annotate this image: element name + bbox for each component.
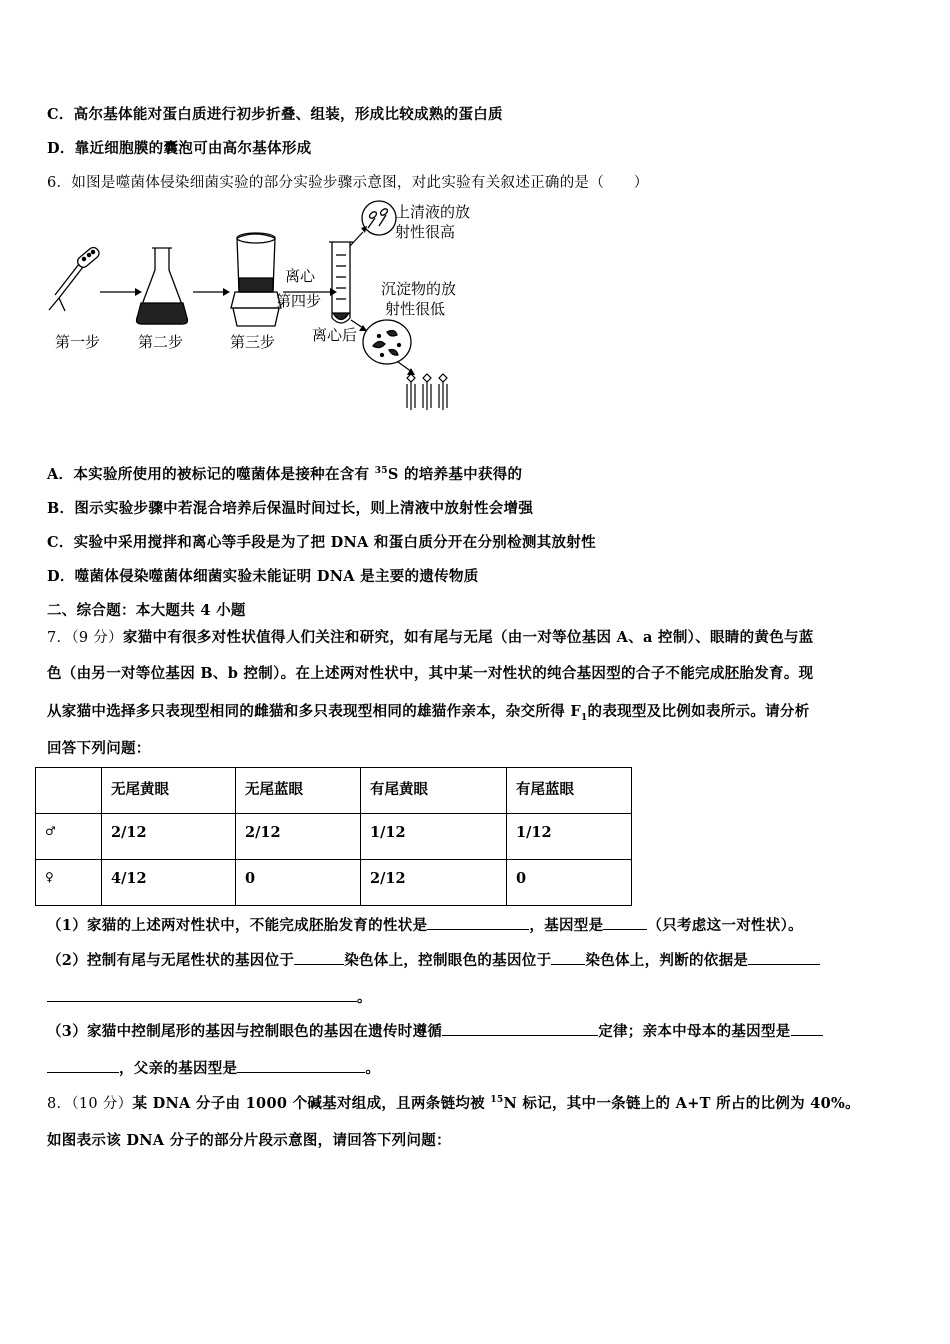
table-header: 无尾蓝眼 — [236, 768, 361, 814]
section-heading: 二、综合题：本大题共 4 小题 — [47, 602, 246, 619]
q6-option-a: A．本实验所使用的被标记的噬菌体是接种在含有 $^{35}$S 的培养基中获得的 — [47, 466, 523, 483]
supernatant-label-1: 上清液的放 — [395, 203, 471, 221]
q6-option-b: B．图示实验步骤中若混合培养后保温时间过长，则上清液中放射性会增强 — [47, 500, 534, 517]
answer-blank[interactable] — [748, 950, 820, 965]
table-header-row — [36, 768, 632, 814]
q7-sub3-cont: ，父亲的基因型是 。 — [47, 1057, 380, 1078]
q7-sub1: （1）家猫的上述两对性状中，不能完成胚胎发育的性状是 ，基因型是 （只考虑这一对性状）。 — [47, 917, 803, 934]
q5-option-c: C．高尔基体能对蛋白质进行初步折叠、组装，形成比较成熟的蛋白质 — [47, 106, 503, 123]
sediment-label-2: 射性很低 — [385, 300, 446, 318]
sediment-circle — [363, 320, 411, 364]
supernatant-label-2: 射性很高 — [395, 223, 456, 241]
q7-line3: 从家猫中选择多只表现型相同的雌猫和多只表现型相同的雄猫作亲本，杂交所得 $F_1$的表现型及比例如表所示。请分析 — [47, 703, 810, 723]
answer-blank[interactable] — [237, 1058, 365, 1073]
q8-line1: 8．（10 分）某 DNA 分子由 1000 个碱基对组成，且两条链均被 $^{15}$N 标记，其中一条链上的 A+T 所占的比例为 40%。 — [47, 1095, 860, 1112]
table-cell: 2/12 — [236, 814, 361, 860]
answer-blank[interactable] — [47, 987, 357, 1002]
test-tube-icon — [329, 242, 353, 323]
table-cell: 1/12 — [507, 814, 632, 860]
sediment-label-1: 沉淀物的放 — [381, 280, 457, 298]
q5-option-d: D．靠近细胞膜的囊泡可由高尔基体形成 — [47, 140, 312, 157]
answer-blank[interactable] — [603, 915, 647, 930]
table-cell: 2/12 — [102, 814, 236, 860]
q7-sub3: （3）家猫中控制尾形的基因与控制眼色的基因在遗传时遵循 定律；亲本中母本的基因型是 — [47, 1020, 823, 1041]
answer-blank[interactable] — [427, 915, 529, 930]
male-symbol: ♂ — [36, 814, 102, 860]
after-centrifuge-label: 离心后 — [312, 326, 358, 344]
answer-blank[interactable] — [442, 1021, 598, 1036]
supernatant-circle — [362, 201, 396, 235]
answer-blank[interactable] — [791, 1021, 823, 1036]
table-header: 无尾黄眼 — [102, 768, 236, 814]
table-header: 有尾黄眼 — [361, 768, 507, 814]
flask-icon — [137, 248, 188, 324]
q6-stem: 6．如图是噬菌体侵染细菌实验的部分实验步骤示意图，对此实验有关叙述正确的是（ ） — [47, 175, 649, 191]
answer-blank[interactable] — [47, 1058, 119, 1073]
female-symbol: ♀ — [36, 860, 102, 906]
q7-line4: 回答下列问题： — [47, 740, 151, 757]
q7-line2: 色（由另一对等位基因 B、b 控制）。在上述两对性状中，其中某一对性状的纯合基因型的合子不能完成胚胎发育。现 — [47, 665, 814, 682]
step3-label: 第三步 — [230, 333, 276, 351]
q8-line2: 如图表示该 DNA 分子的部分片段示意图，请回答下列问题： — [47, 1132, 451, 1149]
phage-icon — [49, 245, 101, 311]
table-cell: 1/12 — [361, 814, 507, 860]
step4-label: 第四步 — [276, 292, 322, 310]
table-row — [36, 860, 632, 906]
q7-line1: 7．（9 分）家猫中有很多对性状值得人们关注和研究，如有尾与无尾（由一对等位基因 A、a 控制）、眼睛的黄色与蓝 — [47, 629, 814, 646]
answer-blank[interactable] — [551, 950, 585, 965]
step2-label: 第二步 — [138, 333, 184, 351]
centrifuge-label: 离心 — [285, 267, 316, 285]
q7-sub2: （2）控制有尾与无尾性状的基因位于 染色体上，控制眼色的基因位于 染色体上，判断的依据是 — [47, 949, 820, 970]
table-row — [36, 814, 632, 860]
table-cell: 2/12 — [361, 860, 507, 906]
table-header: 有尾蓝眼 — [507, 768, 632, 814]
table-cell — [36, 768, 102, 814]
phenotype-table — [35, 767, 632, 906]
progeny-phages-icon — [407, 374, 447, 410]
step1-label: 第一步 — [55, 333, 101, 351]
table-cell: 0 — [507, 860, 632, 906]
q6-option-d: D．噬菌体侵染噬菌体细菌实验未能证明 DNA 是主要的遗传物质 — [47, 568, 479, 585]
blender-icon — [231, 233, 281, 326]
q7-sub2-cont: 。 — [47, 986, 372, 1007]
table-cell: 4/12 — [102, 860, 236, 906]
table-cell: 0 — [236, 860, 361, 906]
phage-experiment-figure — [45, 200, 485, 420]
answer-blank[interactable] — [294, 950, 344, 965]
q6-option-c: C．实验中采用搅拌和离心等手段是为了把 DNA 和蛋白质分开在分别检测其放射性 — [47, 534, 596, 551]
